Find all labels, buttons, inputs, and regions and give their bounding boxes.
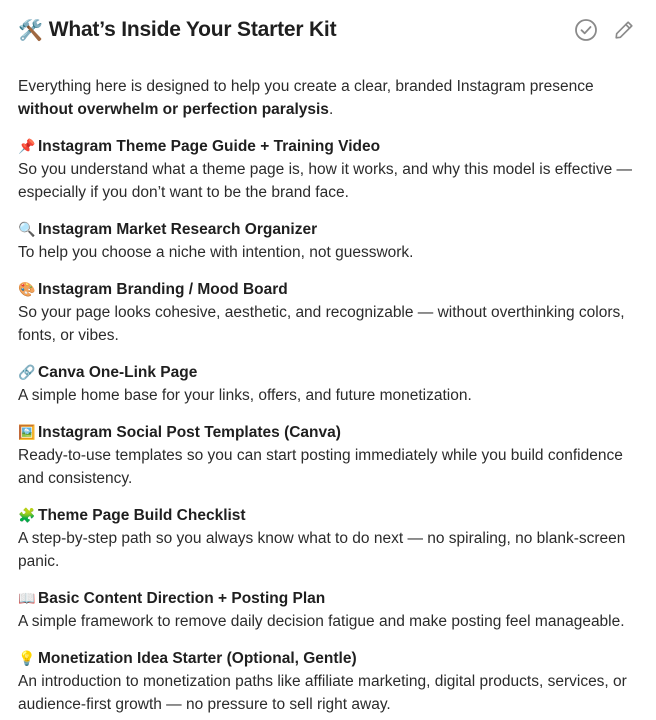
kit-item-desc: Ready-to-use templates so you can start posting immediately while you build confidence and consistency.: [18, 447, 623, 487]
pushpin-icon: 📌: [18, 138, 36, 154]
kit-item-title-text: Basic Content Direction + Posting Plan: [38, 590, 326, 607]
kit-item-title: [18, 504, 638, 527]
kit-item-desc: So your page looks cohesive, aesthetic, and recognizable — without overthinking colors, fonts, or vibes.: [18, 304, 625, 344]
kit-item: [18, 421, 638, 490]
kit-item-desc: A simple home base for your links, offers, and future monetization.: [18, 387, 472, 404]
kit-item-desc: To help you choose a niche with intention, not guesswork.: [18, 244, 414, 261]
kit-item-title-text: Instagram Social Post Templates (Canva): [38, 424, 341, 441]
kit-item-title: [18, 421, 638, 444]
kit-item-title: [18, 278, 638, 301]
kit-item: [18, 278, 638, 347]
kit-item: [18, 361, 638, 407]
palette-icon: 🎨: [18, 281, 36, 297]
kit-item: [18, 504, 638, 573]
header-actions: [574, 18, 636, 42]
pencil-icon: [613, 19, 635, 41]
tools-icon: 🛠️: [18, 19, 43, 42]
intro-text: Everything here is designed to help you create a clear, branded Instagram presence: [18, 78, 594, 95]
intro-end: .: [328, 101, 334, 118]
magnifier-icon: 🔍: [18, 221, 36, 237]
kit-item-title-text: Canva One-Link Page: [38, 364, 198, 381]
lightbulb-icon: 💡: [18, 650, 36, 666]
kit-item-desc: An introduction to monetization paths like affiliate marketing, digital products, services, or audience-first growth — no pressure to sell right away.: [18, 673, 627, 713]
picture-icon: 🖼️: [18, 424, 36, 440]
kit-item-desc: So you understand what a theme page is, how it works, and why this model is effective — especially if you don’t want to be the brand face.: [18, 161, 633, 201]
puzzle-icon: 🧩: [18, 507, 36, 523]
edit-button[interactable]: [612, 18, 636, 42]
kit-item-title-text: Monetization Idea Starter (Optional, Gentle): [38, 650, 357, 667]
kit-item-title-text: Instagram Theme Page Guide + Training Video: [38, 138, 381, 155]
link-icon: 🔗: [18, 364, 36, 380]
kit-item-title: [18, 218, 638, 241]
kit-item: [18, 218, 638, 264]
kit-item: [18, 587, 638, 633]
kit-item-title-text: Instagram Branding / Mood Board: [38, 281, 288, 298]
page-title: [18, 18, 336, 43]
book-icon: 📖: [18, 590, 36, 606]
kit-item-title: [18, 361, 638, 384]
kit-item-title: [18, 587, 638, 610]
intro-bold-text: without overwhelm or perfection paralysis: [18, 101, 329, 118]
kit-item-title: [18, 135, 638, 158]
kit-item: [18, 135, 638, 204]
kit-item-title-text: Theme Page Build Checklist: [38, 507, 246, 524]
page-title-text: What’s Inside Your Starter Kit: [48, 18, 337, 41]
card-header: [18, 14, 638, 46]
mark-complete-button[interactable]: [574, 18, 598, 42]
kit-item: [18, 647, 638, 716]
intro-paragraph: [18, 75, 638, 121]
kit-item-title: [18, 647, 638, 670]
kit-item-desc: A step-by-step path so you always know what to do next — no spiraling, no blank-screen panic.: [18, 530, 626, 570]
kit-item-desc: A simple framework to remove daily decision fatigue and make posting feel manageable.: [18, 613, 625, 630]
kit-item-title-text: Instagram Market Research Organizer: [38, 221, 318, 238]
check-circle-icon: [574, 18, 598, 42]
